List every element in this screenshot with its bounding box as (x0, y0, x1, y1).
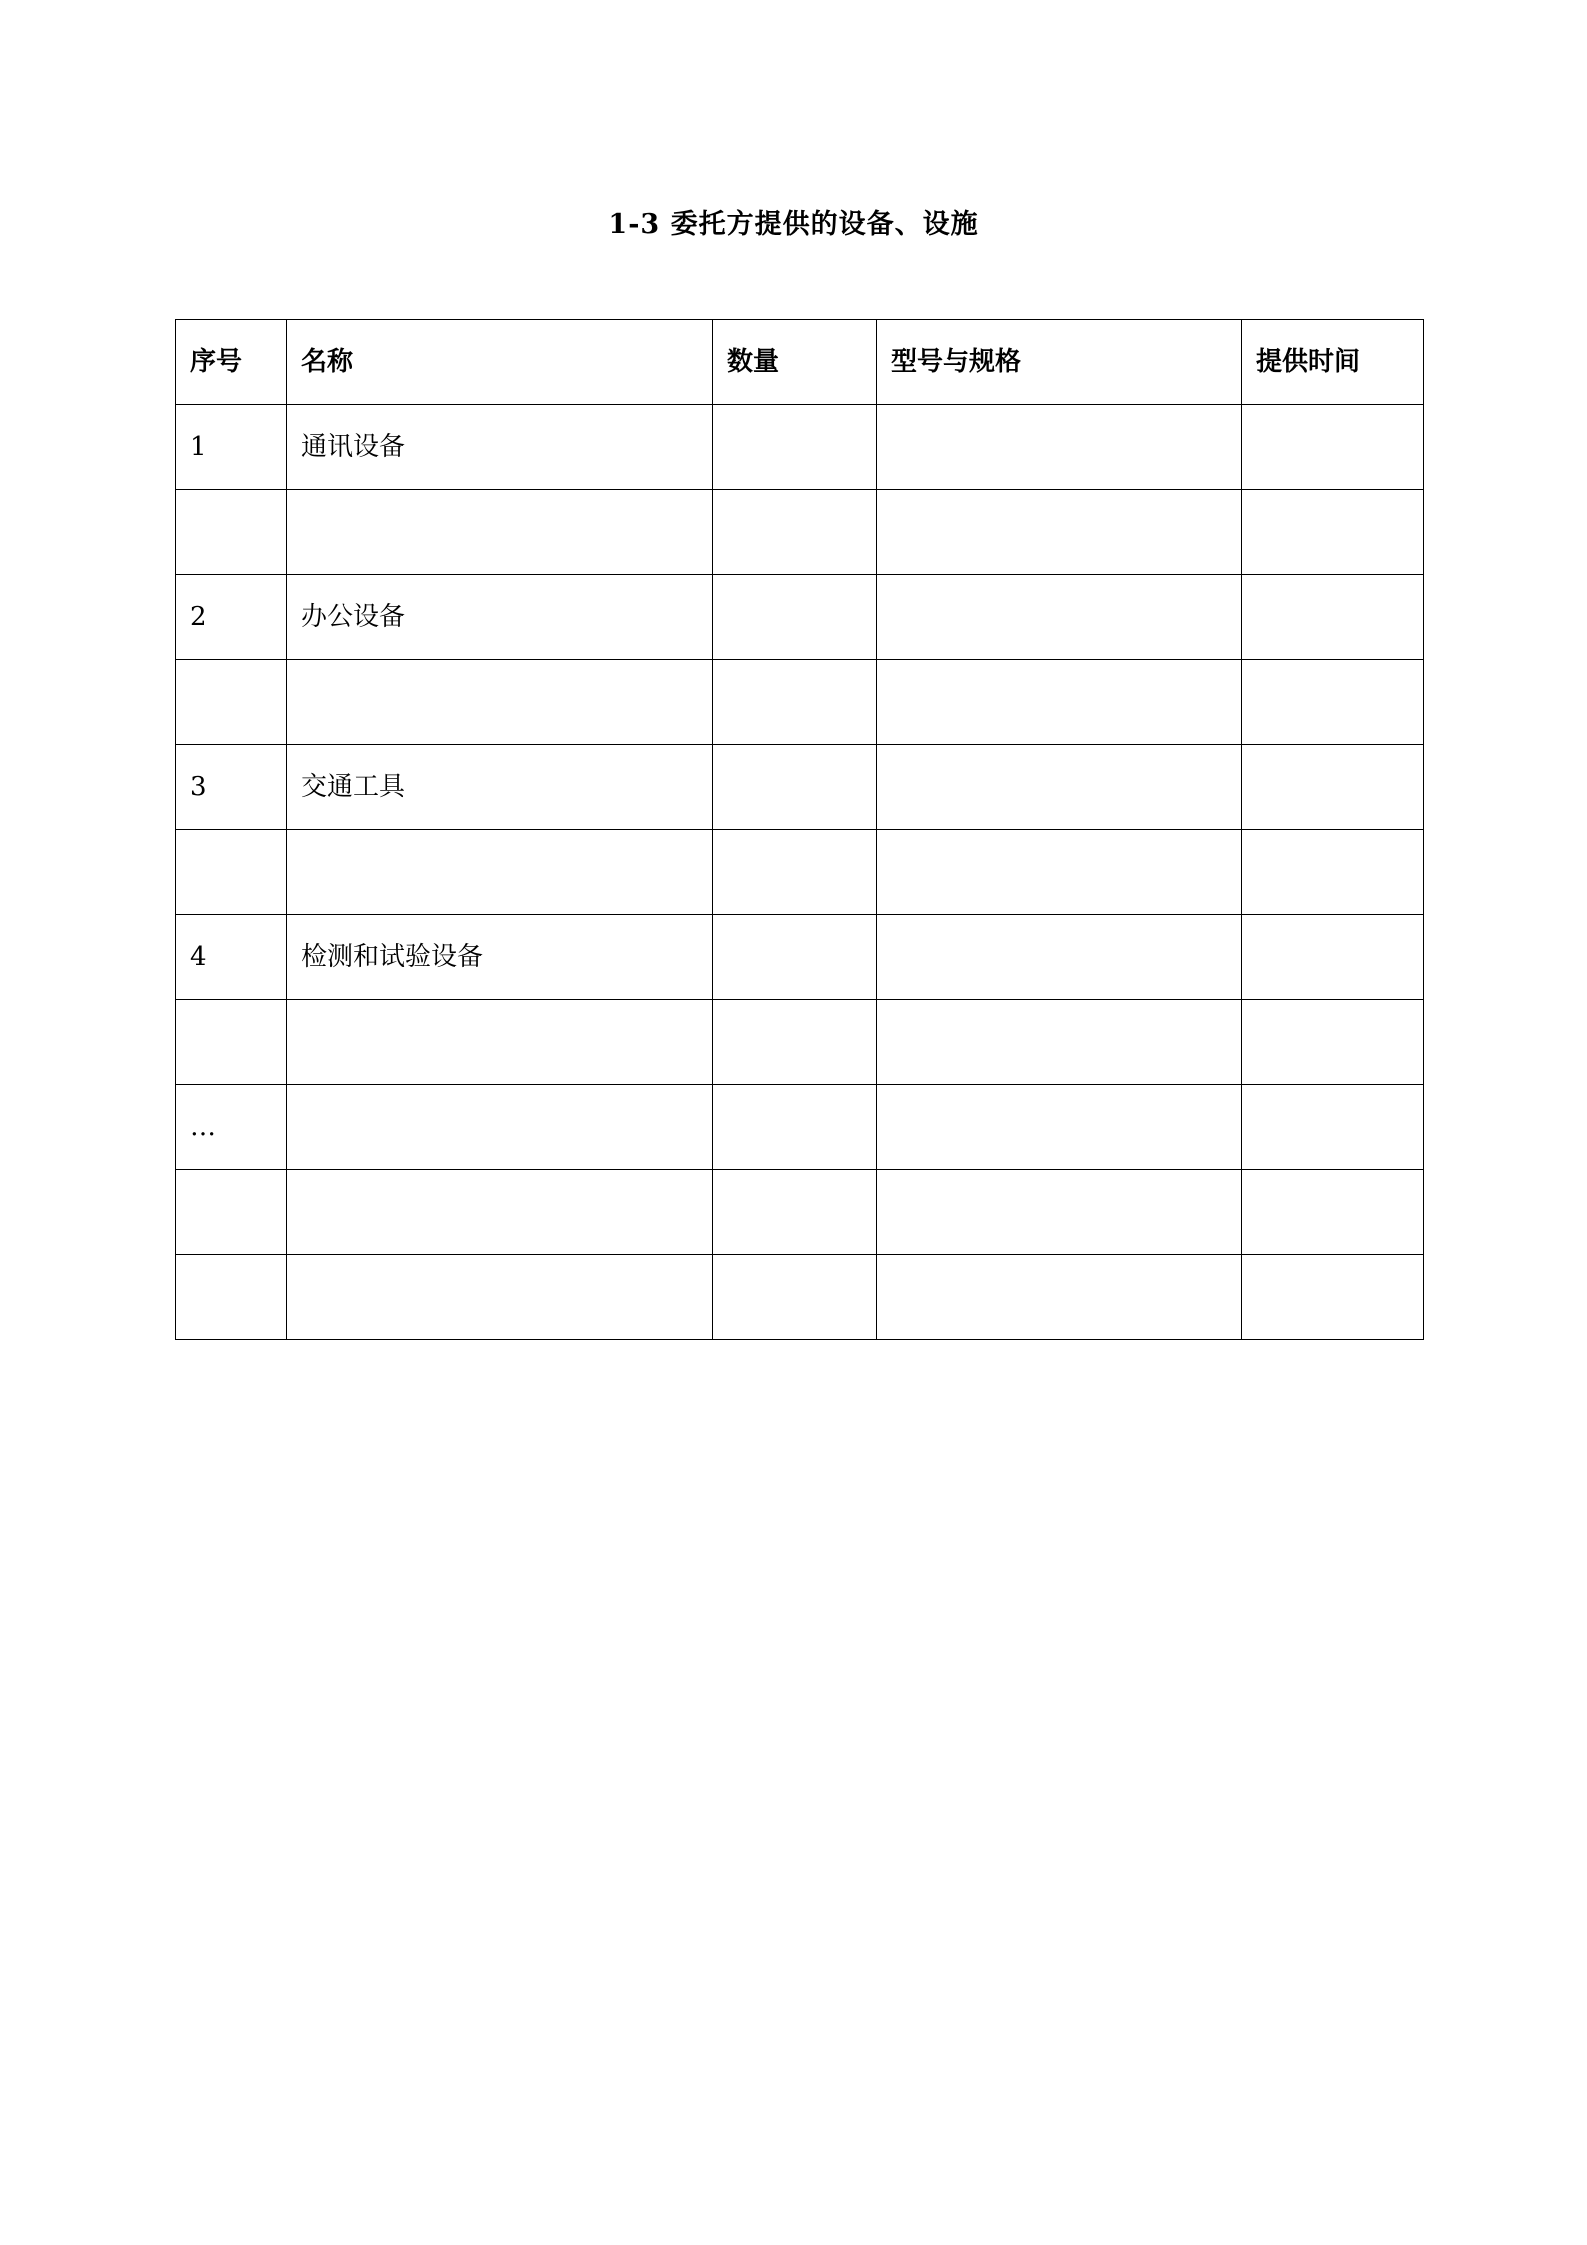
cell-provide-time (1242, 490, 1424, 575)
table-row (176, 1085, 1424, 1170)
cell-serial-number: 3 (176, 745, 287, 830)
table-row (176, 405, 1424, 490)
cell-provide-time (1242, 575, 1424, 660)
cell-serial-number: 4 (176, 915, 287, 1000)
table-row (176, 490, 1424, 575)
cell-serial-number: 1 (176, 405, 287, 490)
cell-serial-number (176, 1000, 287, 1085)
cell-quantity (713, 405, 877, 490)
header-model-spec: 型号与规格 (877, 320, 1242, 405)
cell-serial-number: 2 (176, 575, 287, 660)
cell-quantity (713, 1000, 877, 1085)
cell-name (287, 1000, 713, 1085)
cell-model-spec (877, 490, 1242, 575)
cell-name (287, 660, 713, 745)
cell-model-spec (877, 915, 1242, 1000)
cell-model-spec (877, 1085, 1242, 1170)
cell-serial-number (176, 1170, 287, 1255)
table-row (176, 575, 1424, 660)
cell-quantity (713, 1170, 877, 1255)
cell-serial-number (176, 490, 287, 575)
cell-provide-time (1242, 915, 1424, 1000)
cell-name (287, 1170, 713, 1255)
table-row (176, 1000, 1424, 1085)
table-row (176, 745, 1424, 830)
cell-serial-number (176, 660, 287, 745)
cell-provide-time (1242, 660, 1424, 745)
table-row (176, 1170, 1424, 1255)
cell-provide-time (1242, 1255, 1424, 1340)
cell-provide-time (1242, 745, 1424, 830)
cell-name (287, 1085, 713, 1170)
cell-quantity (713, 575, 877, 660)
table-row (176, 915, 1424, 1000)
cell-model-spec (877, 830, 1242, 915)
table-header-row (176, 320, 1424, 405)
cell-serial-number: … (176, 1085, 287, 1170)
cell-name (287, 830, 713, 915)
cell-name: 办公设备 (287, 575, 713, 660)
cell-name: 通讯设备 (287, 405, 713, 490)
cell-provide-time (1242, 830, 1424, 915)
cell-name: 检测和试验设备 (287, 915, 713, 1000)
cell-model-spec (877, 1255, 1242, 1340)
equipment-table (175, 319, 1424, 1340)
cell-model-spec (877, 405, 1242, 490)
cell-quantity (713, 1255, 877, 1340)
header-serial-number: 序号 (176, 320, 287, 405)
cell-quantity (713, 915, 877, 1000)
cell-quantity (713, 660, 877, 745)
table-row (176, 1255, 1424, 1340)
header-name: 名称 (287, 320, 713, 405)
cell-model-spec (877, 745, 1242, 830)
cell-serial-number (176, 1255, 287, 1340)
cell-quantity (713, 745, 877, 830)
header-provide-time: 提供时间 (1242, 320, 1424, 405)
cell-model-spec (877, 1170, 1242, 1255)
cell-model-spec (877, 1000, 1242, 1085)
cell-serial-number (176, 830, 287, 915)
table-row (176, 660, 1424, 745)
cell-provide-time (1242, 405, 1424, 490)
cell-provide-time (1242, 1170, 1424, 1255)
cell-quantity (713, 830, 877, 915)
cell-model-spec (877, 575, 1242, 660)
cell-name (287, 1255, 713, 1340)
cell-quantity (713, 490, 877, 575)
table-row (176, 830, 1424, 915)
cell-name (287, 490, 713, 575)
cell-name: 交通工具 (287, 745, 713, 830)
cell-model-spec (877, 660, 1242, 745)
header-quantity: 数量 (713, 320, 877, 405)
page-title: 1-3 委托方提供的设备、设施 (608, 209, 979, 240)
cell-provide-time (1242, 1085, 1424, 1170)
cell-quantity (713, 1085, 877, 1170)
cell-provide-time (1242, 1000, 1424, 1085)
